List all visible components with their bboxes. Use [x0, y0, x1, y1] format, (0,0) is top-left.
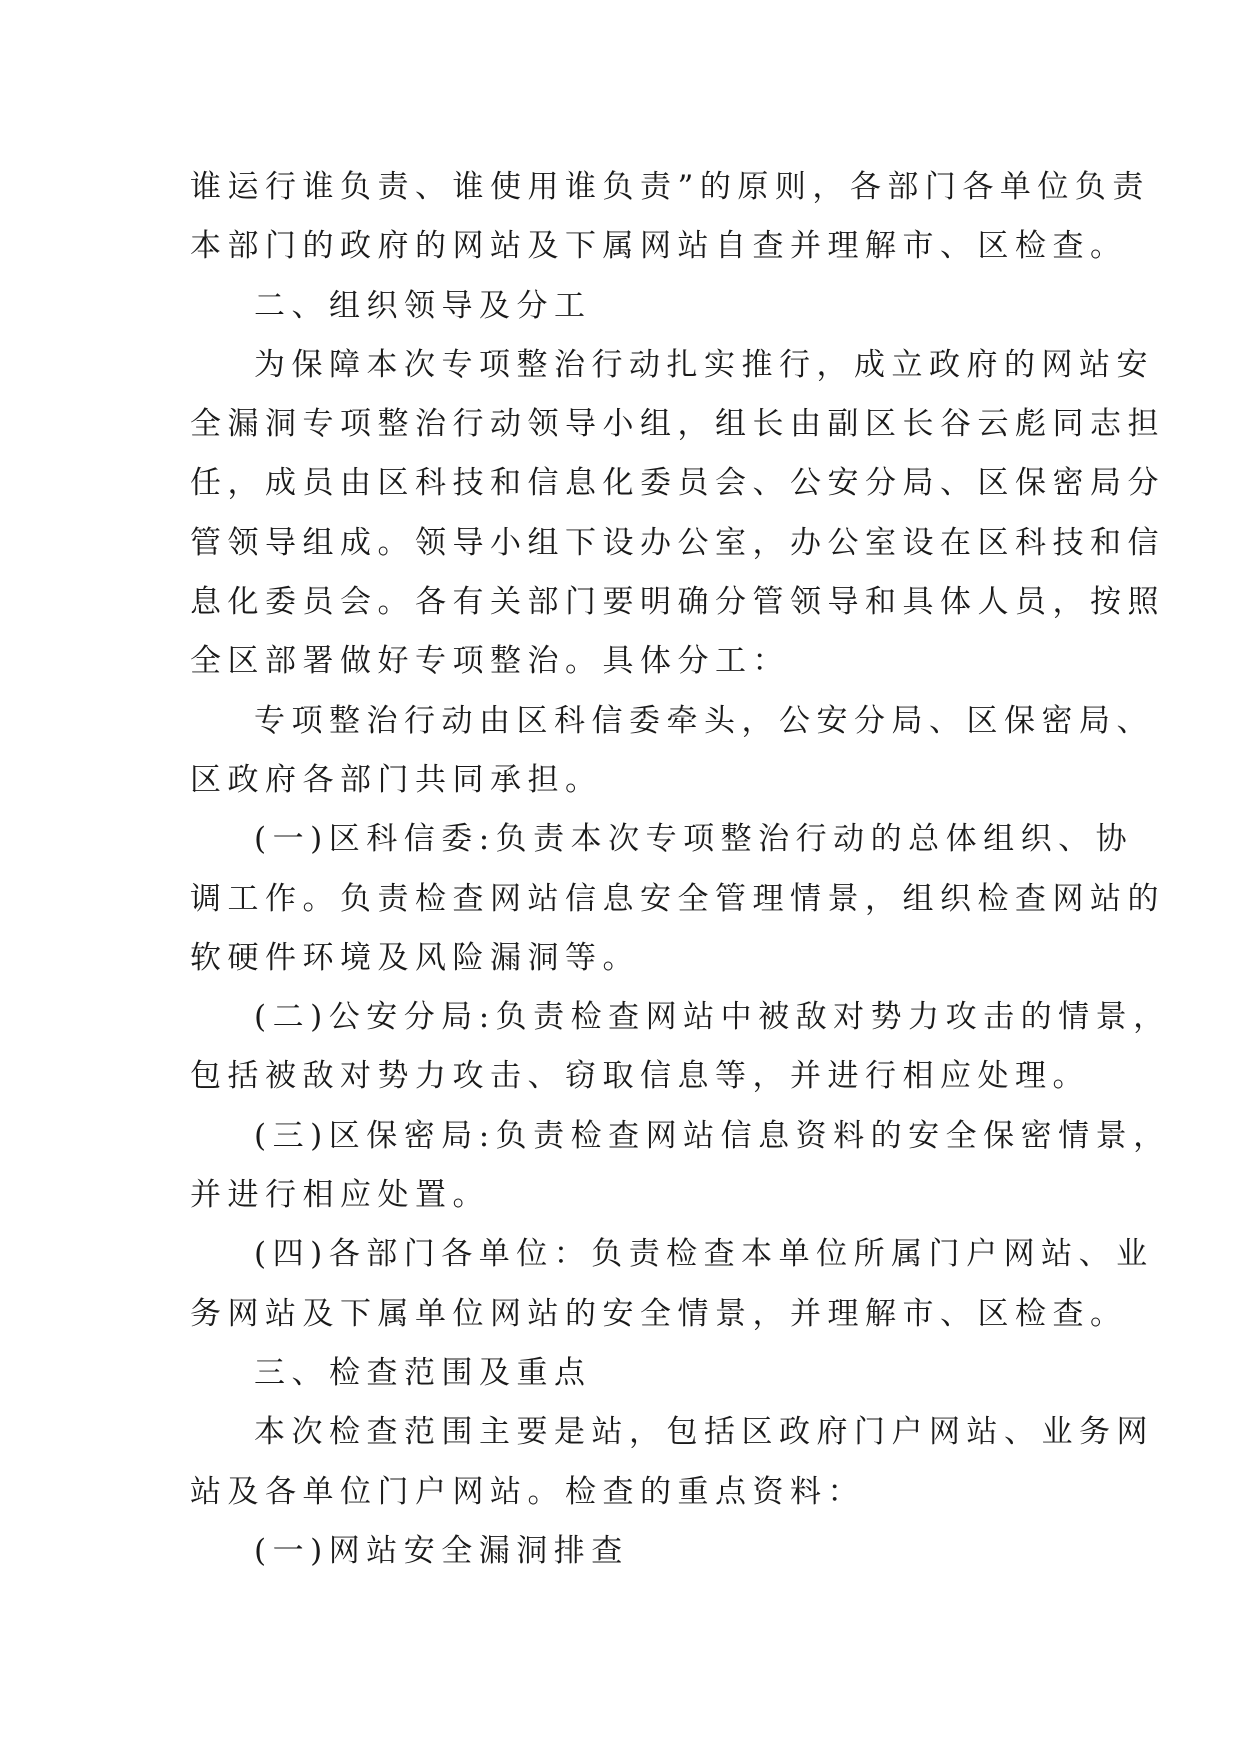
text-line: 软硬件环境及风险漏洞等。	[190, 939, 640, 976]
text-line: 并进行相应处置。	[190, 1177, 490, 1214]
text-line: 息化委员会。各有关部门要明确分管领导和具体人员，按照	[190, 584, 1165, 621]
list-item: (二)公安分局:负责检查网站中被敌对势力攻击的情景，	[254, 999, 1171, 1036]
text-line: 任，成员由区科技和信息化委员会、公安分局、区保密局分	[190, 465, 1165, 502]
text-line: 本次检查范围主要是站，包括区政府门户网站、业务网	[254, 1414, 1154, 1451]
text-line: 谁运行谁负责、谁使用谁负责”的原则，各部门各单位负责	[190, 169, 1150, 205]
list-item: (三)区保密局:负责检查网站信息资料的安全保密情景，	[254, 1117, 1171, 1154]
text-line: 本部门的政府的网站及下属网站自查并理解市、区检查。	[190, 228, 1128, 265]
list-item: (四)各部门各单位：负责检查本单位所属门户网站、业	[254, 1236, 1154, 1273]
text-line: 全漏洞专项整治行动领导小组，组长由副区长谷云彪同志担	[190, 406, 1165, 443]
text-line: 务网站及下属单位网站的安全情景，并理解市、区检查。	[190, 1295, 1128, 1332]
list-item: (一)区科信委:负责本次专项整治行动的总体组织、协	[254, 821, 1134, 858]
text-line: 调工作。负责检查网站信息安全管理情景，组织检查网站的	[190, 880, 1165, 917]
text-line: 包括被敌对势力攻击、窃取信息等，并进行相应处理。	[190, 1058, 1090, 1095]
document-body	[190, 158, 1171, 1581]
text-line: 管领导组成。领导小组下设办公室，办公室设在区科技和信	[190, 524, 1165, 561]
section-heading: 二、组织领导及分工	[254, 287, 592, 324]
text-line: 区政府各部门共同承担。	[190, 761, 603, 798]
text-line: 专项整治行动由区科信委牵头，公安分局、区保密局、	[254, 702, 1154, 739]
text-line: 为保障本次专项整治行动扎实推行，成立政府的网站安	[254, 346, 1154, 383]
text-line: 站及各单位门户网站。检查的重点资料：	[190, 1473, 865, 1510]
text-line: 全区部署做好专项整治。具体分工：	[190, 643, 790, 680]
list-item: (一)网站安全漏洞排查	[254, 1532, 629, 1569]
section-heading: 三、检查范围及重点	[254, 1354, 592, 1391]
